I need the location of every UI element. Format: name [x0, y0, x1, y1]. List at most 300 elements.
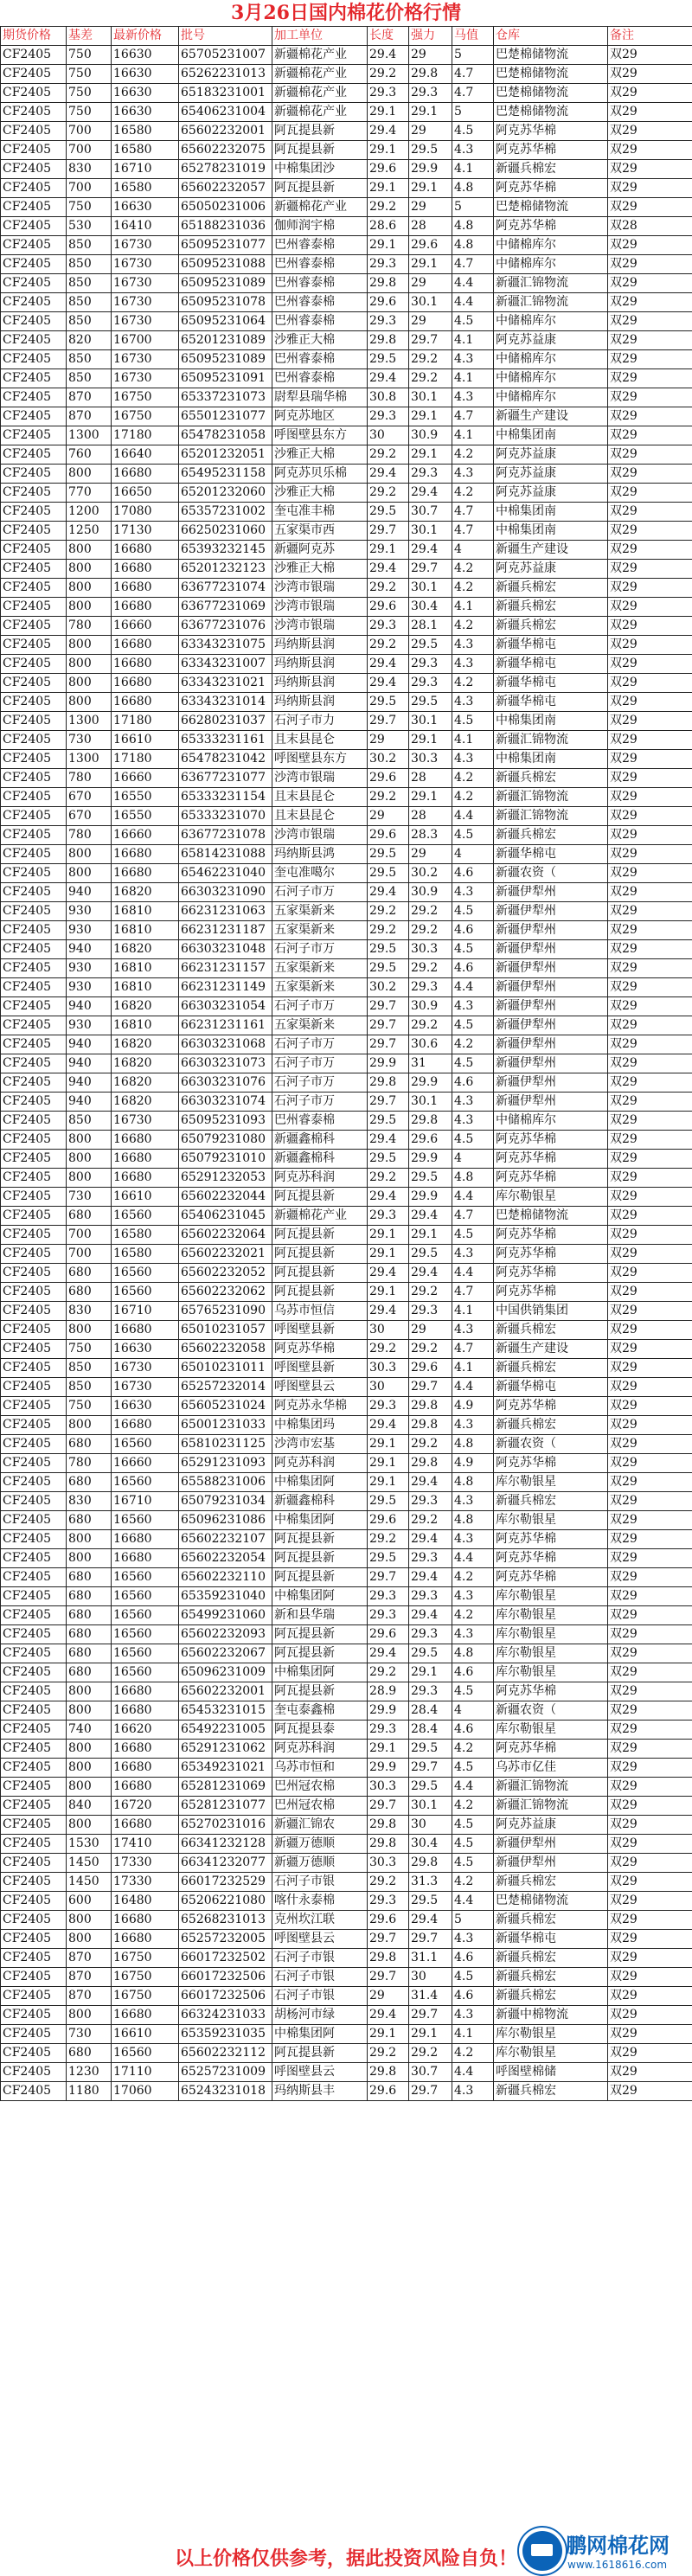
warehouse-cell: 阿克苏华棉	[494, 1530, 608, 1549]
batch-number-cell: 65349231021	[179, 1759, 272, 1778]
micronaire-cell: 4.2	[452, 674, 494, 693]
table-row	[1, 503, 692, 522]
strength-cell: 29.5	[409, 693, 452, 712]
basis-cell: 1300	[67, 750, 112, 769]
strength-cell: 29.3	[409, 1492, 452, 1511]
processor-cell: 沙湾市银瑞	[272, 617, 368, 636]
strength-cell: 29.7	[409, 1930, 452, 1949]
batch-number-cell: 65765231090	[179, 1302, 272, 1321]
micronaire-cell: 4.3	[452, 1625, 494, 1644]
micronaire-cell: 4.3	[452, 1530, 494, 1549]
futures-price-cell: CF2405	[1, 236, 67, 255]
processor-cell: 巴州睿泰棉	[272, 312, 368, 331]
table-row	[1, 217, 692, 236]
warehouse-cell: 新疆汇锦物流	[494, 807, 608, 826]
micronaire-cell: 4.3	[452, 1112, 494, 1131]
basis-cell: 770	[67, 484, 112, 503]
remark-cell: 双29	[608, 2044, 692, 2063]
table-row	[1, 1397, 692, 1416]
processor-cell: 五家渠新来	[272, 1016, 368, 1035]
latest-price-cell: 16580	[112, 179, 179, 198]
remark-cell: 双29	[608, 1378, 692, 1397]
latest-price-cell: 16630	[112, 46, 179, 65]
table-row	[1, 1949, 692, 1968]
processor-cell: 巴州睿泰棉	[272, 350, 368, 369]
length-cell: 29.4	[368, 1131, 409, 1150]
warehouse-cell: 库尔勒银星	[494, 1606, 608, 1625]
table-row	[1, 2025, 692, 2044]
length-cell: 29.1	[368, 1435, 409, 1454]
remark-cell: 双29	[608, 1435, 692, 1454]
batch-number-cell: 65602232057	[179, 179, 272, 198]
remark-cell: 双29	[608, 1892, 692, 1911]
length-cell: 29.2	[368, 445, 409, 465]
micronaire-cell: 4.6	[452, 1663, 494, 1682]
batch-number-cell: 65499231060	[179, 1606, 272, 1625]
futures-price-cell: CF2405	[1, 1492, 67, 1511]
watermark-site-name: 鹏网棉花网	[566, 2534, 670, 2558]
basis-cell: 800	[67, 1911, 112, 1930]
warehouse-cell: 呼图壁棉储	[494, 2063, 608, 2082]
processor-cell: 巴州睿泰棉	[272, 236, 368, 255]
warehouse-cell: 中储棉库尔	[494, 388, 608, 407]
futures-price-cell: CF2405	[1, 274, 67, 293]
processor-cell: 新疆鑫棉科	[272, 1492, 368, 1511]
batch-number-cell: 65079231080	[179, 1131, 272, 1150]
strength-cell: 30.1	[409, 522, 452, 541]
processor-cell: 阿瓦提县新	[272, 1530, 368, 1549]
basis-cell: 850	[67, 274, 112, 293]
warehouse-cell: 阿克苏华棉	[494, 122, 608, 141]
micronaire-cell: 4.2	[452, 484, 494, 503]
strength-cell: 29.8	[409, 1854, 452, 1873]
remark-cell: 双29	[608, 978, 692, 997]
strength-cell: 29.7	[409, 1378, 452, 1397]
basis-cell: 730	[67, 731, 112, 750]
micronaire-cell: 4.8	[452, 1473, 494, 1492]
batch-number-cell: 65478231042	[179, 750, 272, 769]
processor-cell: 中棉集团阿	[272, 1473, 368, 1492]
warehouse-cell: 新疆汇锦物流	[494, 274, 608, 293]
length-cell: 29.2	[368, 579, 409, 598]
table-row	[1, 598, 692, 617]
remark-cell: 双29	[608, 84, 692, 103]
batch-number-cell: 65602232044	[179, 1188, 272, 1207]
table-row	[1, 1930, 692, 1949]
futures-price-cell: CF2405	[1, 1949, 67, 1968]
remark-cell: 双29	[608, 198, 692, 217]
basis-cell: 600	[67, 1892, 112, 1911]
warehouse-cell: 阿克苏益康	[494, 484, 608, 503]
futures-price-cell: CF2405	[1, 1759, 67, 1778]
strength-cell: 29.3	[409, 84, 452, 103]
latest-price-cell: 16820	[112, 1093, 179, 1112]
remark-cell: 双29	[608, 1016, 692, 1035]
strength-cell: 29.1	[409, 731, 452, 750]
latest-price-cell: 16750	[112, 1987, 179, 2006]
length-cell: 29.8	[368, 1816, 409, 1835]
warehouse-cell: 新疆伊犁州	[494, 978, 608, 997]
remark-cell: 双29	[608, 845, 692, 864]
batch-number-cell: 65201232123	[179, 560, 272, 579]
micronaire-cell: 4.1	[452, 426, 494, 445]
batch-number-cell: 65602232107	[179, 1530, 272, 1549]
strength-cell: 29.5	[409, 1245, 452, 1264]
processor-cell: 五家渠新来	[272, 978, 368, 997]
batch-number-cell: 65010231011	[179, 1359, 272, 1378]
length-cell: 29.4	[368, 655, 409, 674]
basis-cell: 800	[67, 693, 112, 712]
header-remark: 备注	[608, 27, 692, 46]
strength-cell: 29.4	[409, 1911, 452, 1930]
remark-cell: 双29	[608, 788, 692, 807]
table-row	[1, 1663, 692, 1682]
remark-cell: 双29	[608, 1987, 692, 2006]
micronaire-cell: 4.2	[452, 788, 494, 807]
warehouse-cell: 新疆伊犁州	[494, 1054, 608, 1073]
remark-cell: 双29	[608, 1492, 692, 1511]
table-row	[1, 1169, 692, 1188]
table-row	[1, 484, 692, 503]
batch-number-cell: 65602232054	[179, 1549, 272, 1568]
table-row	[1, 1226, 692, 1245]
length-cell: 29.3	[368, 1587, 409, 1606]
basis-cell: 680	[67, 1606, 112, 1625]
table-row	[1, 522, 692, 541]
strength-cell: 29.2	[409, 1283, 452, 1302]
batch-number-cell: 65095231078	[179, 293, 272, 312]
futures-price-cell: CF2405	[1, 636, 67, 655]
length-cell: 29.5	[368, 1112, 409, 1131]
micronaire-cell: 4.3	[452, 1245, 494, 1264]
futures-price-cell: CF2405	[1, 65, 67, 84]
basis-cell: 700	[67, 1245, 112, 1264]
processor-cell: 阿克苏科润	[272, 1454, 368, 1473]
processor-cell: 呼图壁县东方	[272, 426, 368, 445]
futures-price-cell: CF2405	[1, 46, 67, 65]
price-table	[0, 26, 692, 2101]
length-cell: 29.2	[368, 1530, 409, 1549]
latest-price-cell: 16680	[112, 845, 179, 864]
futures-price-cell: CF2405	[1, 674, 67, 693]
batch-number-cell: 65357231002	[179, 503, 272, 522]
micronaire-cell: 4	[452, 541, 494, 560]
warehouse-cell: 巴楚棉储物流	[494, 198, 608, 217]
latest-price-cell: 16730	[112, 1378, 179, 1397]
length-cell: 29.4	[368, 1302, 409, 1321]
micronaire-cell: 4.4	[452, 1778, 494, 1797]
warehouse-cell: 新疆兵棉宏	[494, 1911, 608, 1930]
table-row	[1, 426, 692, 445]
futures-price-cell: CF2405	[1, 1644, 67, 1663]
length-cell: 29.7	[368, 712, 409, 731]
basis-cell: 940	[67, 997, 112, 1016]
processor-cell: 新疆鑫棉科	[272, 1150, 368, 1169]
latest-price-cell: 16560	[112, 1207, 179, 1226]
futures-price-cell: CF2405	[1, 902, 67, 921]
basis-cell: 830	[67, 1492, 112, 1511]
micronaire-cell: 4.3	[452, 1492, 494, 1511]
futures-price-cell: CF2405	[1, 1606, 67, 1625]
micronaire-cell: 4.6	[452, 1073, 494, 1093]
warehouse-cell: 阿克苏华棉	[494, 1169, 608, 1188]
futures-price-cell: CF2405	[1, 1112, 67, 1131]
warehouse-cell: 新疆伊犁州	[494, 997, 608, 1016]
micronaire-cell: 5	[452, 1911, 494, 1930]
length-cell: 29.7	[368, 522, 409, 541]
processor-cell: 阿瓦提县新	[272, 1625, 368, 1644]
warehouse-cell: 库尔勒银星	[494, 1663, 608, 1682]
processor-cell: 沙湾市宏基	[272, 1435, 368, 1454]
strength-cell: 30.9	[409, 883, 452, 902]
latest-price-cell: 17330	[112, 1873, 179, 1892]
micronaire-cell: 4.5	[452, 1968, 494, 1987]
table-row	[1, 198, 692, 217]
batch-number-cell: 66017232506	[179, 1968, 272, 1987]
strength-cell: 29	[409, 274, 452, 293]
strength-cell: 29.3	[409, 465, 452, 484]
table-row	[1, 579, 692, 598]
warehouse-cell: 新疆华棉屯	[494, 1930, 608, 1949]
table-row	[1, 1987, 692, 2006]
futures-price-cell: CF2405	[1, 712, 67, 731]
batch-number-cell: 65096231086	[179, 1511, 272, 1530]
basis-cell: 830	[67, 1302, 112, 1321]
remark-cell: 双29	[608, 1321, 692, 1340]
micronaire-cell: 4.4	[452, 1378, 494, 1397]
table-row	[1, 465, 692, 484]
latest-price-cell: 16680	[112, 541, 179, 560]
futures-price-cell: CF2405	[1, 1587, 67, 1606]
batch-number-cell: 65602232093	[179, 1625, 272, 1644]
basis-cell: 680	[67, 1473, 112, 1492]
batch-number-cell: 66303231076	[179, 1073, 272, 1093]
futures-price-cell: CF2405	[1, 560, 67, 579]
basis-cell: 750	[67, 198, 112, 217]
micronaire-cell: 4.6	[452, 1987, 494, 2006]
processor-cell: 石河子市银	[272, 1873, 368, 1892]
table-row	[1, 1759, 692, 1778]
basis-cell: 680	[67, 1644, 112, 1663]
warehouse-cell: 阿克苏华棉	[494, 1682, 608, 1701]
length-cell: 29.3	[368, 617, 409, 636]
batch-number-cell: 66303231054	[179, 997, 272, 1016]
length-cell: 29.5	[368, 1492, 409, 1511]
latest-price-cell: 16580	[112, 122, 179, 141]
batch-number-cell: 65291231062	[179, 1740, 272, 1759]
batch-number-cell: 65810231125	[179, 1435, 272, 1454]
length-cell: 29.6	[368, 598, 409, 617]
table-row	[1, 655, 692, 674]
remark-cell: 双29	[608, 1663, 692, 1682]
length-cell: 30	[368, 1378, 409, 1397]
processor-cell: 玛纳斯县润	[272, 674, 368, 693]
remark-cell: 双29	[608, 1245, 692, 1264]
latest-price-cell: 16730	[112, 274, 179, 293]
futures-price-cell: CF2405	[1, 1987, 67, 2006]
processor-cell: 五家渠市西	[272, 522, 368, 541]
remark-cell: 双29	[608, 255, 692, 274]
length-cell: 29.2	[368, 2044, 409, 2063]
table-row	[1, 845, 692, 864]
table-row	[1, 1245, 692, 1264]
remark-cell: 双29	[608, 1816, 692, 1835]
remark-cell: 双29	[608, 350, 692, 369]
micronaire-cell: 4.4	[452, 1188, 494, 1207]
strength-cell: 29.7	[409, 331, 452, 350]
micronaire-cell: 4.3	[452, 1321, 494, 1340]
warehouse-cell: 新疆汇锦物流	[494, 293, 608, 312]
remark-cell: 双29	[608, 312, 692, 331]
length-cell: 29.4	[368, 1264, 409, 1283]
length-cell: 30	[368, 1321, 409, 1340]
latest-price-cell: 16610	[112, 731, 179, 750]
futures-price-cell: CF2405	[1, 1264, 67, 1283]
latest-price-cell: 16560	[112, 1435, 179, 1454]
strength-cell: 29	[409, 122, 452, 141]
basis-cell: 1300	[67, 712, 112, 731]
strength-cell: 29.3	[409, 674, 452, 693]
futures-price-cell: CF2405	[1, 1625, 67, 1644]
table-row	[1, 940, 692, 959]
basis-cell: 800	[67, 845, 112, 864]
strength-cell: 30	[409, 1968, 452, 1987]
remark-cell: 双29	[608, 1530, 692, 1549]
futures-price-cell: CF2405	[1, 959, 67, 978]
processor-cell: 呼图壁县云	[272, 1378, 368, 1397]
micronaire-cell: 5	[452, 103, 494, 122]
processor-cell: 新和县华瑞	[272, 1606, 368, 1625]
processor-cell: 玛纳斯县润	[272, 636, 368, 655]
table-row	[1, 1207, 692, 1226]
processor-cell: 阿克苏科润	[272, 1740, 368, 1759]
basis-cell: 800	[67, 1169, 112, 1188]
basis-cell: 800	[67, 674, 112, 693]
latest-price-cell: 16820	[112, 1035, 179, 1054]
table-row	[1, 997, 692, 1016]
remark-cell: 双29	[608, 636, 692, 655]
length-cell: 29.1	[368, 1226, 409, 1245]
micronaire-cell: 4.4	[452, 293, 494, 312]
table-row	[1, 2044, 692, 2063]
strength-cell: 30.7	[409, 2063, 452, 2082]
futures-price-cell: CF2405	[1, 350, 67, 369]
futures-price-cell: CF2405	[1, 141, 67, 160]
length-cell: 29.5	[368, 350, 409, 369]
warehouse-cell: 新疆兵棉宏	[494, 160, 608, 179]
table-row	[1, 769, 692, 788]
table-row	[1, 1587, 692, 1606]
basis-cell: 800	[67, 1930, 112, 1949]
warehouse-cell: 新疆华棉屯	[494, 674, 608, 693]
latest-price-cell: 16820	[112, 940, 179, 959]
latest-price-cell: 16580	[112, 1245, 179, 1264]
length-cell: 29	[368, 731, 409, 750]
header-strength: 强力	[409, 27, 452, 46]
table-row	[1, 883, 692, 902]
futures-price-cell: CF2405	[1, 503, 67, 522]
table-row	[1, 693, 692, 712]
micronaire-cell: 4.5	[452, 1835, 494, 1854]
micronaire-cell: 4.1	[452, 731, 494, 750]
basis-cell: 730	[67, 2025, 112, 2044]
table-row	[1, 84, 692, 103]
futures-price-cell: CF2405	[1, 1054, 67, 1073]
warehouse-cell: 库尔勒银星	[494, 1721, 608, 1740]
strength-cell: 29.7	[409, 2006, 452, 2025]
strength-cell: 29.2	[409, 902, 452, 921]
latest-price-cell: 16710	[112, 1302, 179, 1321]
length-cell: 29.4	[368, 674, 409, 693]
batch-number-cell: 65333231154	[179, 788, 272, 807]
processor-cell: 玛纳斯县润	[272, 693, 368, 712]
length-cell: 30.3	[368, 1359, 409, 1378]
micronaire-cell: 4.5	[452, 712, 494, 731]
warehouse-cell: 新疆农资（	[494, 1701, 608, 1721]
basis-cell: 1530	[67, 1835, 112, 1854]
basis-cell: 680	[67, 1511, 112, 1530]
micronaire-cell: 4	[452, 1701, 494, 1721]
length-cell: 29.3	[368, 312, 409, 331]
processor-cell: 新疆鑫棉科	[272, 1131, 368, 1150]
length-cell: 29.2	[368, 636, 409, 655]
strength-cell: 29.4	[409, 1264, 452, 1283]
warehouse-cell: 阿克苏益康	[494, 445, 608, 465]
remark-cell: 双29	[608, 883, 692, 902]
remark-cell: 双29	[608, 1035, 692, 1054]
basis-cell: 1450	[67, 1854, 112, 1873]
strength-cell: 29.8	[409, 65, 452, 84]
latest-price-cell: 16560	[112, 1625, 179, 1644]
warehouse-cell: 阿克苏华棉	[494, 1264, 608, 1283]
table-row	[1, 978, 692, 997]
futures-price-cell: CF2405	[1, 883, 67, 902]
batch-number-cell: 63343231007	[179, 655, 272, 674]
warehouse-cell: 新疆兵棉宏	[494, 1873, 608, 1892]
basis-cell: 940	[67, 1093, 112, 1112]
micronaire-cell: 4.8	[452, 179, 494, 198]
processor-cell: 沙湾市银瑞	[272, 826, 368, 845]
processor-cell: 阿瓦提县新	[272, 1283, 368, 1302]
warehouse-cell: 阿克苏华棉	[494, 1568, 608, 1587]
table-row	[1, 1968, 692, 1987]
table-row	[1, 636, 692, 655]
table-row	[1, 1264, 692, 1283]
latest-price-cell: 16820	[112, 1073, 179, 1093]
batch-number-cell: 65291232053	[179, 1169, 272, 1188]
length-cell: 29.7	[368, 1968, 409, 1987]
length-cell: 29.2	[368, 65, 409, 84]
length-cell: 29.7	[368, 997, 409, 1016]
basis-cell: 1200	[67, 503, 112, 522]
batch-number-cell: 65201232051	[179, 445, 272, 465]
futures-price-cell: CF2405	[1, 655, 67, 674]
table-row	[1, 826, 692, 845]
length-cell: 30.3	[368, 1778, 409, 1797]
warehouse-cell: 新疆伊犁州	[494, 1016, 608, 1035]
futures-price-cell: CF2405	[1, 84, 67, 103]
remark-cell: 双29	[608, 674, 692, 693]
futures-price-cell: CF2405	[1, 598, 67, 617]
futures-price-cell: CF2405	[1, 1816, 67, 1835]
futures-price-cell: CF2405	[1, 2006, 67, 2025]
processor-cell: 新疆棉花产业	[272, 65, 368, 84]
strength-cell: 28.1	[409, 617, 452, 636]
strength-cell: 30.4	[409, 1835, 452, 1854]
micronaire-cell: 4.6	[452, 921, 494, 940]
batch-number-cell: 65602232021	[179, 1245, 272, 1264]
length-cell: 29.1	[368, 1454, 409, 1473]
